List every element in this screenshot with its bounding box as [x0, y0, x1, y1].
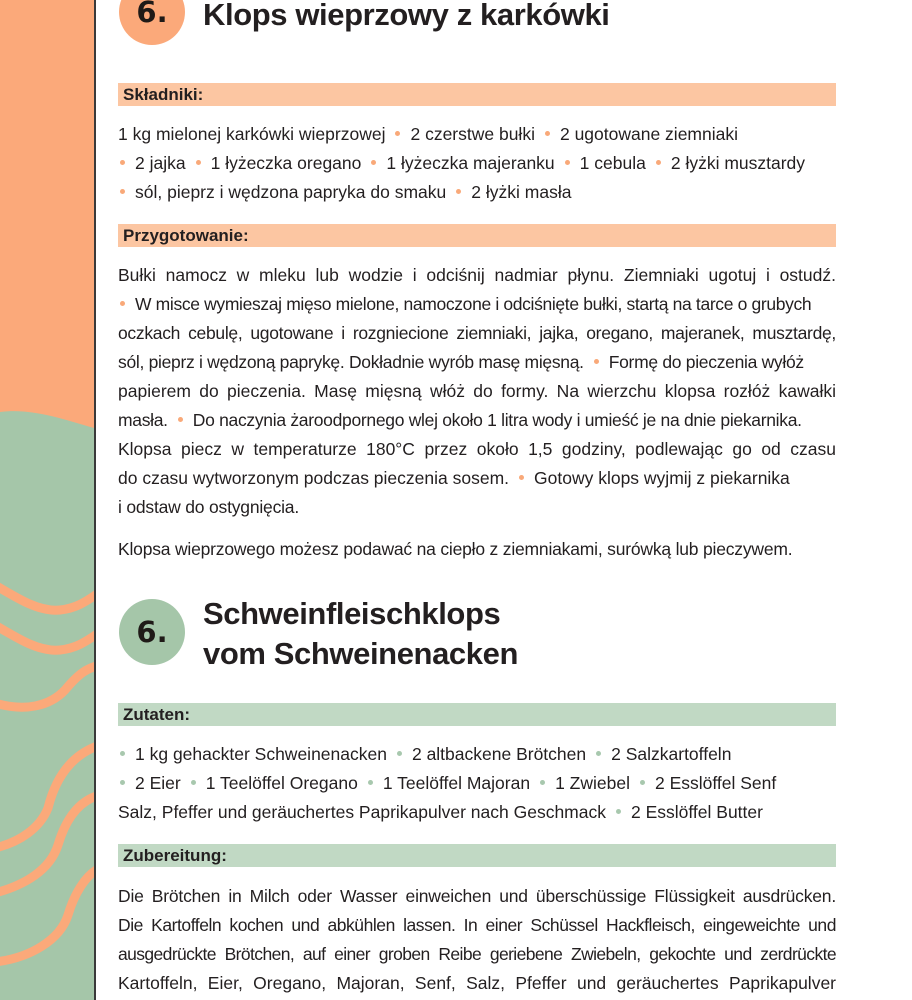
bullet-icon [371, 160, 376, 165]
bullet-icon [540, 780, 545, 785]
bullet-icon [596, 751, 601, 756]
preparation-header: Zubereitung: [118, 844, 836, 867]
ingredient-item: 2 ugotowane ziemniaki [559, 124, 738, 144]
ingredients-line [118, 798, 836, 827]
recipe-title [203, 594, 518, 674]
preparation-line: papierem do pieczenia. Masę mięsną włóż do formy. Na wierzchu klopsa rozłóż kawałki [118, 381, 836, 401]
bullet-icon [656, 160, 661, 165]
ingredient-item: 2 Esslöffel Senf [654, 773, 777, 793]
ingredient-item: 2 Salzkartoffeln [611, 744, 732, 764]
recipe-number-badge [119, 599, 185, 665]
preparation-line: sól, pieprz i wędzoną paprykę. Dokładnie wyrób masę mięsną. Formę do pieczenia wyłóż [118, 352, 804, 372]
ingredients-line [118, 769, 836, 798]
bullet-icon [519, 475, 524, 480]
ingredient-item: 1 Teelöffel Oregano [205, 773, 358, 793]
ingredients-line [118, 178, 836, 207]
ingredient-item: 2 altbackene Brötchen [411, 744, 587, 764]
bullet-icon [565, 160, 570, 165]
decorative-side-strip [0, 0, 94, 1000]
ingredient-item: 1 cebula [579, 153, 646, 173]
ingredient-item: 2 Eier [135, 773, 181, 793]
ingredient-item: 2 łyżki musztardy [670, 153, 806, 173]
bullet-icon [395, 131, 400, 136]
ingredients-line [118, 740, 836, 769]
ingredients-line [118, 120, 836, 149]
bullet-icon [120, 780, 125, 785]
bullet-icon [456, 189, 461, 194]
ingredient-item: 2 Esslöffel Butter [631, 802, 763, 822]
recipe-number-badge [119, 0, 185, 45]
bullet-icon [120, 301, 125, 306]
ingredient-item: 1 łyżeczka oregano [210, 153, 362, 173]
bullet-icon [397, 751, 402, 756]
bullet-icon [191, 780, 196, 785]
bullet-icon [368, 780, 373, 785]
preparation-line: do czasu wytworzonym podczas pieczenia sosem. Gotowy klops wyjmij z piekarnika [118, 468, 790, 488]
ingredient-item: 1 Teelöffel Majoran [382, 773, 531, 793]
serving-note: Klopsa wieprzowego możesz podawać na ciepło z ziemniakami, surówką lub pieczywem. [118, 539, 793, 559]
side-divider [94, 0, 96, 1000]
bullet-icon [120, 189, 125, 194]
preparation-line: ausgedrückte Brötchen, auf einer groben Reibe geriebene Zwiebeln, gekochte und zerdrückte [118, 944, 836, 964]
recipe-title-line: vom Schweinenacken [203, 636, 518, 671]
recipe-number: 6. [136, 615, 168, 649]
bullet-icon [120, 160, 125, 165]
ingredient-item: 2 jajka [135, 153, 186, 173]
bullet-icon [178, 417, 183, 422]
preparation-line: W misce wymieszaj mięso mielone, namoczone i odciśnięte bułki, startą na tarce o grubych [118, 290, 836, 319]
preparation-line: Klopsa piecz w temperaturze 180°C przez około 1,5 godziny, podlewając go od czasu [118, 439, 836, 459]
bullet-icon [120, 751, 125, 756]
ingredients-header: Składniki: [118, 83, 836, 106]
preparation-line: oczkach cebulę, ugotowane i rozgniecione ziemniaki, jajka, oregano, majeranek, musztardę, [118, 323, 836, 343]
recipe-title-line: Schweinfleischklops [203, 596, 501, 631]
ingredient-item: 1 kg mielonej karkówki wieprzowej [118, 124, 386, 144]
ingredient-item: 2 łyżki masła [471, 182, 572, 202]
wave-pattern-graphic [0, 0, 94, 1000]
bullet-icon [594, 359, 599, 364]
ingredient-item: 2 czerstwe bułki [410, 124, 535, 144]
preparation-header: Przygotowanie: [118, 224, 836, 247]
recipe-number: 6. [136, 0, 168, 29]
bullet-icon [616, 809, 621, 814]
preparation-line: Die Brötchen in Milch oder Wasser einweichen und überschüssige Flüssigkeit ausdrücken. [118, 886, 836, 906]
preparation-line: Bułki namocz w mleku lub wodzie i odciśnij nadmiar płynu. Ziemniaki ugotuj i ostudź. [118, 265, 836, 285]
bullet-icon [196, 160, 201, 165]
ingredient-item: Salz, Pfeffer und geräuchertes Paprikapulver nach Geschmack [118, 802, 606, 822]
bullet-icon [640, 780, 645, 785]
ingredient-item: 1 kg gehackter Schweinenacken [135, 744, 387, 764]
ingredients-header: Zutaten: [118, 703, 836, 726]
ingredients-line [118, 149, 836, 178]
ingredient-item: 1 łyżeczka majeranku [386, 153, 555, 173]
preparation-line: masła. Do naczynia żaroodpornego wlej około 1 litra wody i umieść je na dnie piekarnika. [118, 410, 802, 430]
preparation-line: Die Kartoffeln kochen und abkühlen lassen. In einer Schüssel Hackfleisch, eingeweichte und [118, 915, 836, 935]
preparation-line: i odstaw do ostygnięcia. [118, 497, 300, 517]
ingredient-item: sól, pieprz i wędzona papryka do smaku [135, 182, 447, 202]
recipe-title: Klops wieprzowy z karkówki [203, 0, 610, 32]
ingredient-item: 1 Zwiebel [555, 773, 630, 793]
bullet-icon [545, 131, 550, 136]
preparation-line: Kartoffeln, Eier, Oregano, Majoran, Senf, Salz, Pfeffer und geräuchertes Paprikapulver [118, 973, 836, 993]
